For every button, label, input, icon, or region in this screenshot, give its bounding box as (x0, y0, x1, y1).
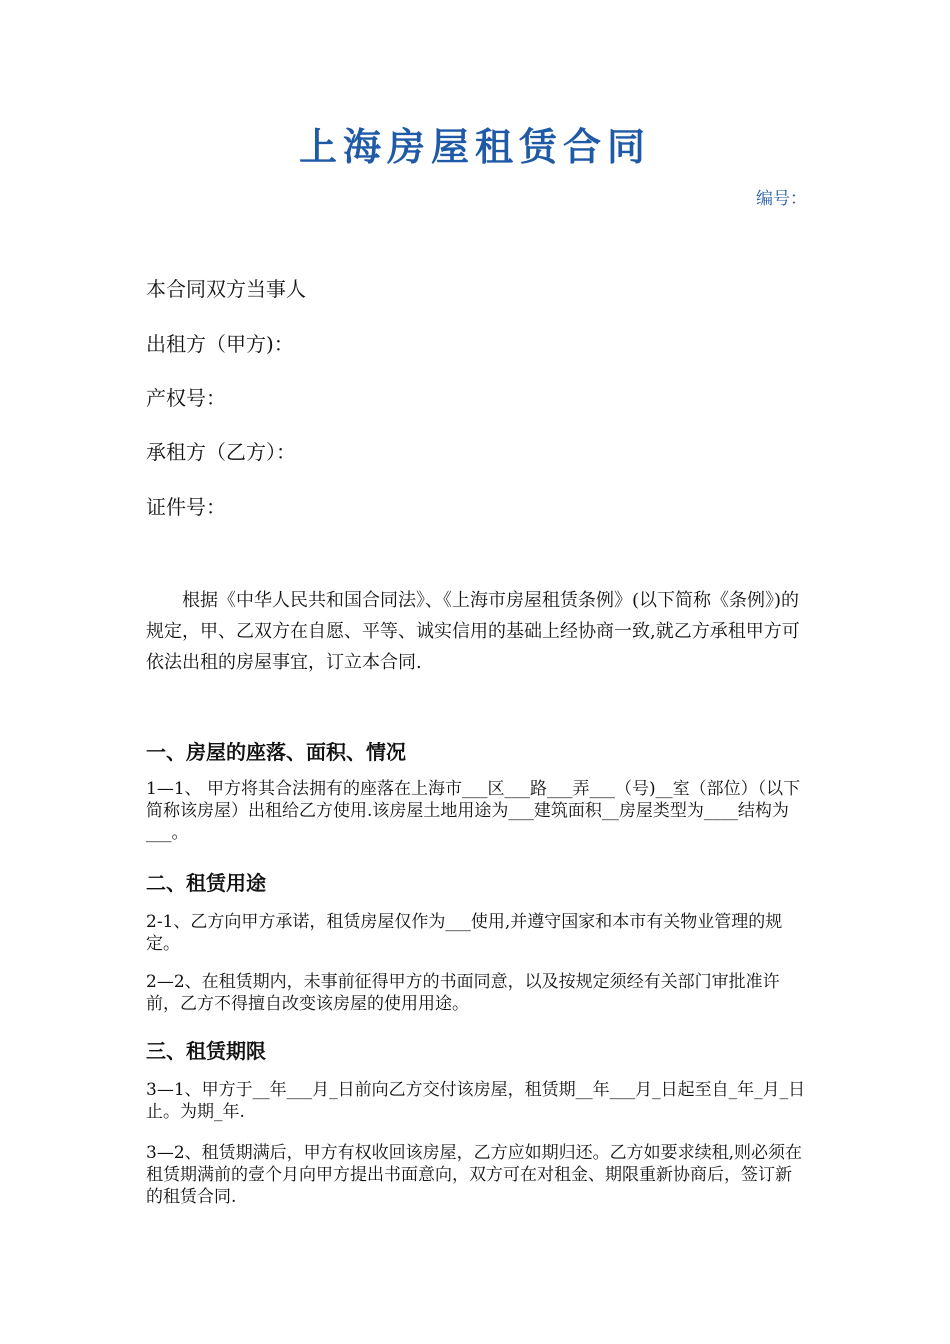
clause-paragraph: 2—2、在租赁期内，未事前征得甲方的书面同意，以及按规定须经有关部门审批准许前，乙方不得擅自改变该房屋的使用用途。 (146, 972, 780, 1014)
section-heading: 三、租赁期限 (146, 1039, 266, 1063)
document-title: 上海房屋租赁合同 (298, 125, 651, 169)
clause-paragraph: 3—1、甲方于__年___月_日前向乙方交付该房屋，租赁期__年___月_日起至自_年_月_日止。为期_年. (146, 1080, 806, 1122)
section-heading: 一、房屋的座落、面积、情况 (146, 740, 406, 764)
id-number-line: 证件号： (146, 495, 226, 519)
clause-paragraph: 2-1、乙方向甲方承诺，租赁房屋仅作为___使用,并遵守国家和本市有关物业管理的规定。 (146, 912, 783, 954)
title-number-line: 产权号： (146, 386, 226, 410)
lessor-line: 出租方（甲方)： (146, 332, 294, 356)
preamble-paragraph: 根据《中华人民共和国合同法》、《上海市房屋租赁条例》(以下简称《条例》)的规定，甲、乙双方在自愿、平等、诚实信用的基础上经协商一致,就乙方承租甲方可依法出租的房屋事宜，订立本合同. (146, 590, 800, 673)
document-number-label: 编号： (756, 189, 807, 209)
parties-intro: 本合同双方当事人 (146, 277, 306, 301)
clause-paragraph: 3—2、租赁期满后，甲方有权收回该房屋，乙方应如期归还。乙方如要求续租,则必须在租赁期满前的壹个月向甲方提出书面意向，双方可在对租金、期限重新协商后，签订新的租赁合同. (146, 1143, 803, 1207)
section-heading: 二、租赁用途 (146, 871, 266, 895)
lessee-line: 承租方（乙方）： (146, 440, 296, 464)
clause-paragraph: 1—1、 甲方将其合法拥有的座落在上海市___区___路___弄___（号)__室（部位）（以下简称该房屋）出租给乙方使用.该房屋土地用途为___建筑面积__房屋类型为____结构为___。 (146, 779, 801, 843)
